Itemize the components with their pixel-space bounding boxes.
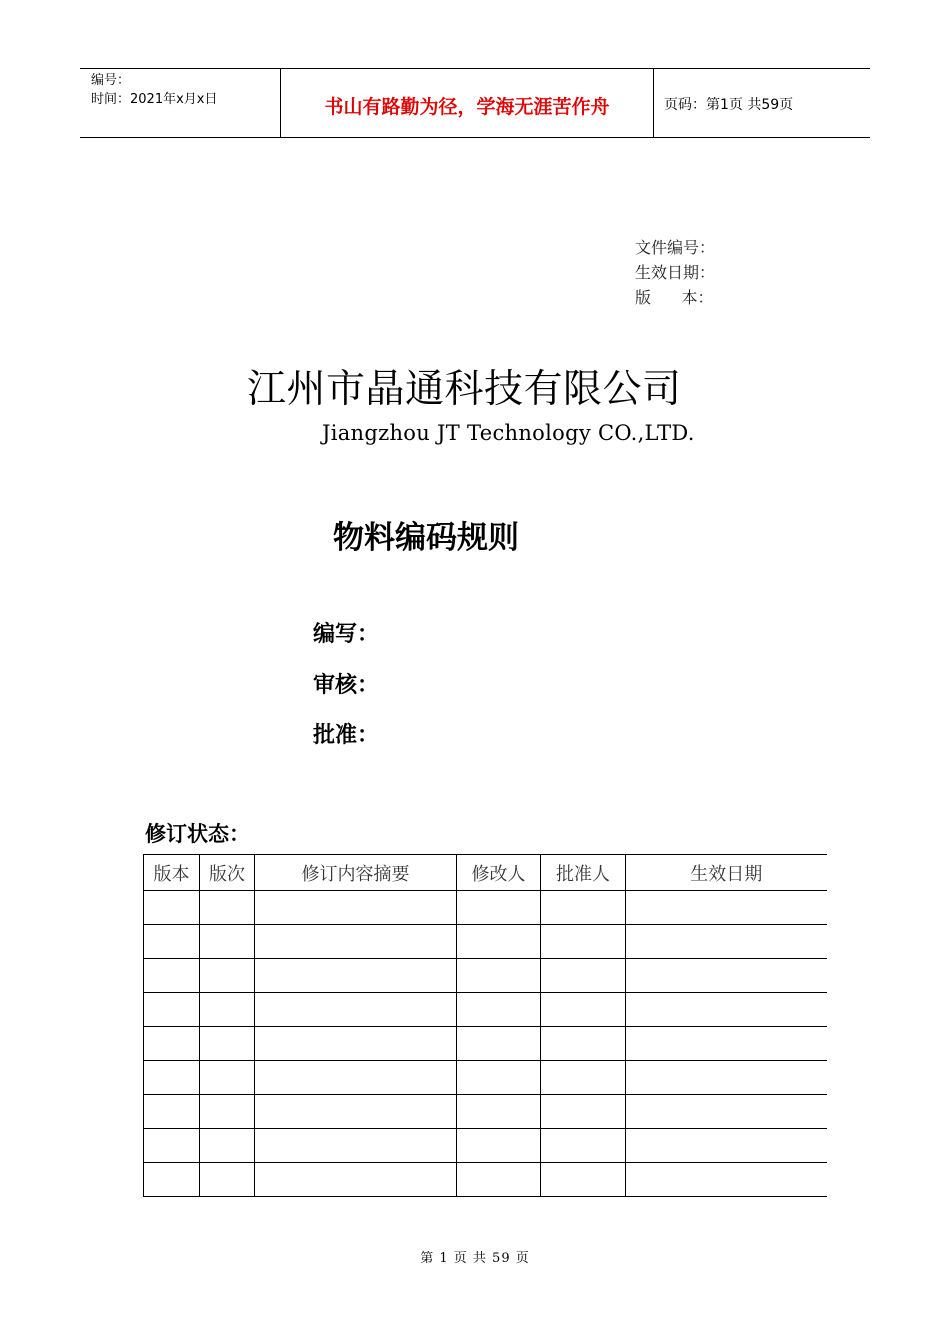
file-number-label: 文件编号： [635,238,716,257]
table-cell [200,1027,255,1061]
table-cell [255,959,457,993]
table-cell [200,1095,255,1129]
table-cell [144,993,200,1027]
table-cell [457,959,541,993]
column-header: 批准人 [541,855,626,891]
column-header: 版次 [200,855,255,891]
table-cell [541,959,626,993]
header-number: 编号： [91,73,131,88]
table-cell [144,959,200,993]
table-cell [255,993,457,1027]
column-header: 版本 [144,855,200,891]
column-header: 修改人 [457,855,541,891]
table-cell [457,1027,541,1061]
author-label: 编写： [313,622,380,647]
column-header: 修订内容摘要 [255,855,457,891]
effective-date-label: 生效日期： [635,263,716,282]
table-cell [255,1129,457,1163]
table-cell [541,925,626,959]
reviewer-label: 审核： [313,673,380,698]
table-cell [626,1095,827,1129]
header-time: 时间：2021年x月x日 [91,92,218,107]
header-motto: 书山有路勤为径，学海无涯苦作舟 [281,69,654,137]
table-cell [541,993,626,1027]
revision-header-row [144,855,827,891]
table-cell [626,1129,827,1163]
table-cell [255,1163,457,1197]
company-name-cn: 江州市晶通科技有限公司 [247,367,682,412]
table-cell [541,1061,626,1095]
table-cell [200,925,255,959]
table-cell [457,993,541,1027]
table-cell [626,925,827,959]
table-row [144,891,827,925]
table-cell [541,1163,626,1197]
table-row [144,925,827,959]
table-row [144,959,827,993]
table-cell [255,891,457,925]
table-cell [144,1129,200,1163]
table-cell [200,1163,255,1197]
table-cell [541,1129,626,1163]
table-cell [457,1163,541,1197]
table-cell [144,925,200,959]
table-cell [626,1163,827,1197]
table-cell [255,925,457,959]
revision-status-title: 修订状态： [145,822,250,846]
table-row [144,1095,827,1129]
company-name-en: Jiangzhou JT Technology CO.,LTD. [322,421,695,445]
table-cell [457,925,541,959]
table-cell [626,959,827,993]
table-cell [144,891,200,925]
revision-table [143,854,827,1197]
table-cell [457,1129,541,1163]
table-cell [541,1027,626,1061]
table-row [144,993,827,1027]
table-row [144,1163,827,1197]
table-cell [255,1095,457,1129]
table-cell [200,1129,255,1163]
table-cell [255,1061,457,1095]
table-cell [200,993,255,1027]
table-cell [626,993,827,1027]
table-cell [200,1061,255,1095]
table-cell [626,1027,827,1061]
table-cell [144,1095,200,1129]
table-cell [200,959,255,993]
table-cell [457,891,541,925]
header-page-info: 页码：第1页 共59页 [664,97,794,113]
column-header: 生效日期 [626,855,827,891]
page-header [80,68,870,138]
header-info [80,69,281,137]
table-row [144,1129,827,1163]
table-cell [626,1061,827,1095]
table-cell [541,891,626,925]
table-cell [144,1061,200,1095]
table-cell [144,1163,200,1197]
table-cell [144,1027,200,1061]
table-cell [541,1095,626,1129]
version-label: 版 本： [635,288,714,307]
document-meta [635,235,715,310]
table-row [144,1027,827,1061]
table-cell [200,891,255,925]
table-cell [255,1027,457,1061]
table-row [144,1061,827,1095]
page-footer: 第 1 页 共 59 页 [420,1251,530,1266]
table-cell [457,1095,541,1129]
table-cell [626,891,827,925]
document-title: 物料编码规则 [333,520,519,556]
table-cell [457,1061,541,1095]
approver-label: 批准： [313,723,380,748]
